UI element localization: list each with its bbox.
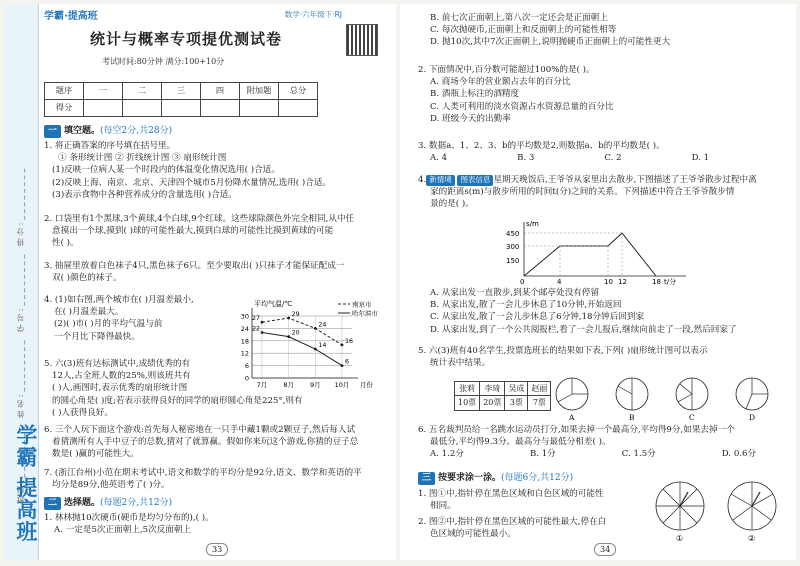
score-cell[interactable]: [201, 100, 240, 117]
exam-info: 考试时间:80分钟 满分:100+10分: [102, 57, 225, 66]
svg-text:C: C: [689, 413, 695, 422]
choice-1-options: B. 前七次正面朝上,第八次一定还会是正面朝上 C. 每次抛硬币,正面朝上和反面朝上的可能性相等 D. 抛10次,其中7次正面朝上,说明抛硬币正面朝上的可能性更大: [430, 13, 671, 48]
section-choice: 二 选择题。(每题2分,共12分): [44, 497, 172, 510]
question-7: 7. (浙江台州)小范在期末考试中,语文和数学的平均分是92分,语文、数学和英语的平 均分是89分,他英语考了( )分。: [44, 468, 362, 491]
page-number: 34: [594, 543, 616, 556]
x-tick: 0: [520, 278, 525, 286]
question-6: 6. 三个人玩下面这个游戏:首先每人秘密地在一只手中藏1颗或2颗豆子,然后每人试 着猜测所有人手中豆子的总数,猜对了就算赢。假如你来玩这个游戏,你猜的豆子总 数是( )赢的可能性大。: [44, 425, 359, 460]
score-header-cell: 总分: [279, 83, 318, 100]
distance-line: [524, 233, 656, 276]
brand-logo: 学霸 提高班: [13, 423, 38, 542]
score-cell[interactable]: [162, 100, 201, 117]
score-header-cell: 四: [201, 83, 240, 100]
section-coloring: 三 按要求涂一涂。(每题6分,共12分): [418, 472, 573, 485]
score-header-cell: 三: [162, 83, 201, 100]
section-fill-blank: 一 填空题。(每空2分,共28分): [44, 125, 172, 138]
score-header-cell: 题序: [45, 83, 84, 100]
question-5: 5. 六(3)班有达标测试中,成绩优秀的有 12人,占全班人数的25%,则该班共有 ( )人,画图时,表示优秀的扇形统计图 的圆心角是( )度;若表示获得良好的同学的扇形圆心角是225°,则有 ( )人获得良好。: [44, 359, 303, 418]
data-point: [287, 317, 290, 320]
x-axis-label: t/分: [664, 278, 677, 286]
y-tick: 450: [506, 230, 520, 238]
pie-option-a[interactable]: [556, 378, 588, 422]
score-cell[interactable]: [84, 100, 123, 117]
x-tick: 12: [618, 278, 627, 286]
data-label: 24: [318, 321, 327, 329]
data-point: [287, 335, 290, 338]
y-tick-label: 24: [240, 324, 249, 333]
question-choice-1: 1. 林林抛10次硬币(硬币是均匀分布的),( )。 A. 一定是5次正面朝上,5次反面朝上: [44, 513, 214, 536]
data-point: [261, 321, 264, 324]
score-cell[interactable]: [279, 100, 318, 117]
x-tick-label: 8月: [283, 381, 294, 389]
page-title: 统计与概率专项提优测试卷: [90, 30, 283, 48]
logo: 学霸·提高班: [44, 11, 98, 22]
data-label: 22: [252, 325, 261, 333]
data-point: [341, 344, 344, 347]
score-cell[interactable]: [123, 100, 162, 117]
coloring-2: 2. 图②中,指针停在黑色区域的可能性最大,停在白 色区域的可能性最小。: [418, 517, 607, 540]
y-tick-label: 6: [244, 362, 249, 371]
x-tick-label: 10月: [334, 381, 350, 389]
x-tick: 10: [604, 278, 613, 286]
score-table: [44, 82, 318, 117]
x-tick: 4: [557, 278, 562, 286]
data-point: [314, 348, 317, 351]
vote-table: 张莉 李琦 吴成 赵丽 10票 20票 3票 7票: [454, 381, 551, 411]
choice-2: 2. 下面情况中,百分数可能超过100%的是( )。 A. 商场今年的营业额占去年的百分比 B. 酒瓶上标注的酒精度 C. 人类可利用的淡水资源占水资源总量的百分比 D. 班级今天的出勤率: [418, 65, 614, 124]
pie-option-c[interactable]: [676, 378, 708, 422]
svg-text:①: ①: [676, 534, 684, 543]
y-tick-label: 30: [240, 312, 249, 321]
qr-code-icon: [346, 24, 378, 56]
data-label: 20: [291, 329, 300, 337]
spinner-1[interactable]: [656, 482, 704, 543]
coloring-1: 1. 图①中,指针停在黑色区域和白色区域的可能性 相同。: [418, 489, 604, 512]
choice-5: 5. 六(3)班有40名学生,投票选班长的结果如下表,下列( )扇形统计图可以表示 统计表中结果。: [418, 346, 708, 369]
choice-6: 6. 五名裁判员给一名跳水运动员打分,如果去掉一个最高分,平均得9分,如果去掉一个 最低分,平均得9.3分。最高分与最低分相差( )。 A. 1.2分 B. 1分 C. 1.5分 D. 0.6分: [418, 425, 757, 460]
y-tick: 300: [506, 243, 520, 251]
legend-label: 哈尔滨市: [352, 309, 378, 318]
chart-title: 平均气温/℃: [254, 300, 293, 308]
right-page: [400, 4, 796, 560]
y-tick-label: 18: [240, 337, 249, 346]
score-header-cell: 二: [123, 83, 162, 100]
choice-3: 3. 数据a、1、2、3、b的平均数是2,则数据a、b的平均数是( )。 A. 4 B. 3 C. 2 D. 1: [418, 141, 710, 164]
data-label: 29: [291, 311, 300, 319]
left-page: [4, 4, 396, 560]
grade-tag: 数学·六年级下·RJ: [284, 10, 342, 19]
data-label: 14: [318, 342, 327, 350]
svg-text:B: B: [629, 413, 635, 422]
data-label: 16: [345, 337, 354, 345]
data-point: [314, 327, 317, 330]
score-header-cell: 附加题: [240, 83, 279, 100]
y-tick: 150: [506, 257, 520, 265]
question-3: 3. 抽屉里放着白色袜子4只,黑色袜子6只。至少要取出( )只袜子才能保证配成一 双( )颜色的袜子。: [44, 261, 345, 284]
question-4: 4. (1)如右图,两个城市在( )月温差最小, 在( )月温差最大。 (2)( )市( )月的平均气温与前 一个月比下降得最快。: [44, 295, 194, 342]
y-axis-label: s/m: [526, 220, 539, 228]
score-cell[interactable]: [240, 100, 279, 117]
data-point: [261, 331, 264, 334]
choice-4-options: A. 从家出发一直散步,到某个邮亭处没有停留 B. 从家出发,散了一会儿步休息了10分钟,开始返回 C. 从家出发,散了一会儿步休息了6分钟,18分钟后回到家 D. 从家出发,到了一个公共阅报栏,看了一会儿报后,继续向前走了一段,然后回家了: [430, 288, 737, 335]
svg-text:A: A: [569, 413, 575, 422]
page-header: [44, 10, 384, 84]
pie-option-b[interactable]: [616, 378, 648, 422]
x-tick-label: 9月: [310, 381, 321, 389]
x-tick: 18: [652, 278, 661, 286]
y-tick-label: 0: [244, 374, 249, 383]
pie-options: [550, 376, 790, 422]
question-1: 1. 将正确答案的序号填在括号里。 ① 条形统计图 ② 折线统计图 ③ 扇形统计图 (1)反映一位病人某一个时段内的体温变化情况选用( )合适。 (2)反映上海、南京、北京、天津四个城市5月份降水量情况,选用( )合适。 (3)表示食物中各种营养成分的含量选用( )合适。: [44, 141, 332, 200]
x-axis-label: 月份: [360, 381, 373, 389]
distance-time-chart: [504, 218, 694, 290]
distance-time-graph: [504, 218, 694, 286]
data-label: 6: [345, 358, 350, 366]
svg-text:D: D: [749, 413, 756, 422]
question-2: 2. 口袋里有1个黑球,3个黄球,4个白球,9个红球。这些球除颜色外完全相同,从中任 意摸出一个球,摸到( )球的可能性最大,摸到白球的可能性比摸到黄球的可能 性( )。: [44, 214, 355, 249]
binding-margin: [4, 4, 39, 560]
data-label: 27: [252, 315, 261, 323]
y-tick-label: 12: [240, 349, 249, 358]
svg-text:②: ②: [748, 534, 756, 543]
pie-option-d[interactable]: [736, 378, 768, 422]
spinners: [646, 478, 786, 544]
x-tick-label: 7月: [256, 381, 268, 389]
choice-4: 4. 新情境 图表信息 星期天晚饭后,王爷爷从家里出去散步,下图描述了王爷爷散步过程中离 家的距离s(m)与散步所用的时间t(分)之间的关系。下列描述中符合王爷爷散步情 景的是( )。: [418, 175, 757, 210]
page-number: 33: [206, 543, 228, 556]
score-header-cell: 一: [84, 83, 123, 100]
binding-info: 班级:________ 姓名:________ 学号:________ 得分:________: [16, 165, 25, 504]
score-row-label: 得分: [45, 100, 84, 117]
legend-label: 南京市: [352, 300, 372, 309]
spinner-2[interactable]: [728, 482, 776, 543]
